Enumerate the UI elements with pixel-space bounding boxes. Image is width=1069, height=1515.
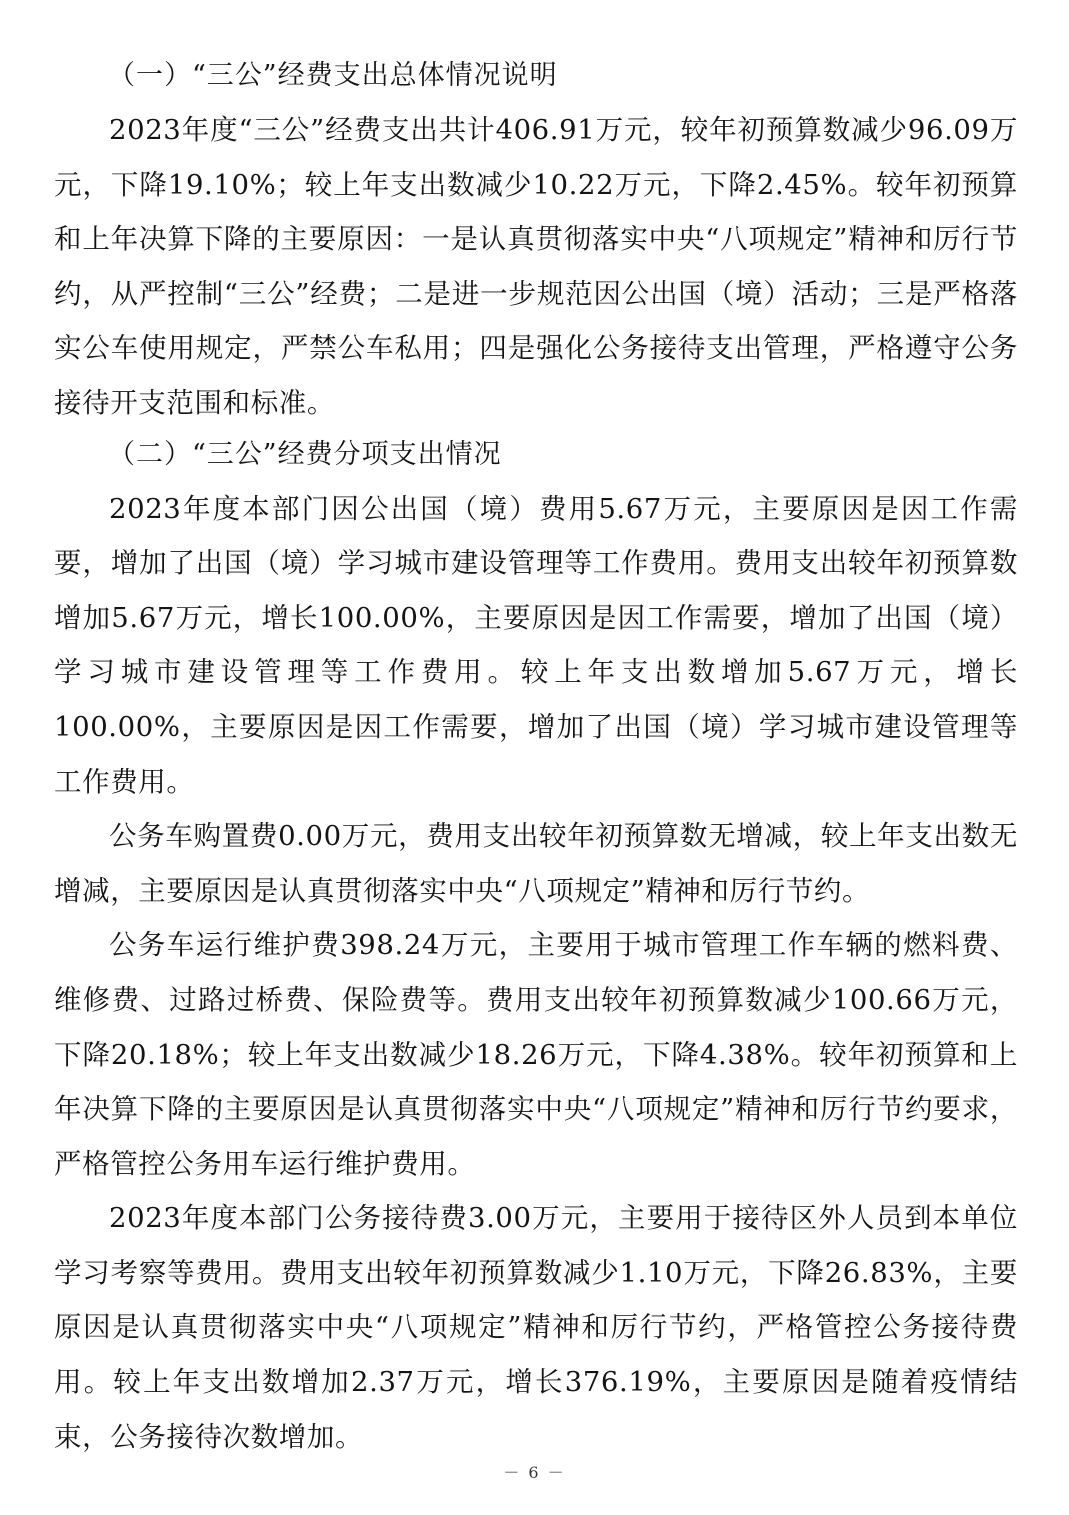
section-1-paragraph: 2023年度“三公”经费支出共计406.91万元，较年初预算数减少96.09万元，下降19.10%；较上年支出数减少10.22万元，下降2.45%。较年初预算和上年决算下降的主要原因：一是认真贯彻落实中央“八项规定”精神和厉行节约，从严控制“三公”经费；二是进一步规范因公出国（境）活动；三是严格落实公车使用规定，严禁公车私用；四是强化公务接待支出管理，严格遵守公务接待开支范围和标准。 <box>54 114 1018 419</box>
document-page <box>54 54 1018 1464</box>
section-2-heading: （二）“三公”经费分项支出情况 <box>108 438 502 470</box>
official-reception-paragraph: 2023年度本部门公务接待费3.00万元，主要用于接待区外人员到本单位学习考察等费用。费用支出较年初预算数减少1.10万元，下降26.83%，主要原因是认真贯彻落实中央“八项规定”精神和厉行节约，严格管控公务接待费用。较上年支出数增加2.37万元，增长376.19%，主要原因是随着疫情结束，公务接待次数增加。 <box>54 1202 1018 1453</box>
overseas-travel-paragraph: 2023年度本部门因公出国（境）费用5.67万元，主要原因是因工作需要，增加了出国（境）学习城市建设管理等工作费用。费用支出较年初预算数增加5.67万元，增长100.00%，主要原因是因工作需要，增加了出国（境）学习城市建设管理等工作费用。较上年支出数增加5.67万元，增长100.00%，主要原因是因工作需要，增加了出国（境）学习城市建设管理等工作费用。 <box>54 492 1018 798</box>
vehicle-operation-paragraph: 公务车运行维护费398.24万元，主要用于城市管理工作车辆的燃料费、维修费、过路过桥费、保险费等。费用支出较年初预算数减少100.66万元，下降20.18%；较上年支出数减少18.26万元，下降4.38%。较年初预算和上年决算下降的主要原因是认真贯彻落实中央“八项规定”精神和厉行节约要求，严格管控公务用车运行维护费用。 <box>54 929 1018 1180</box>
vehicle-purchase-paragraph: 公务车购置费0.00万元，费用支出较年初预算数无增减，较上年支出数无增减，主要原因是认真贯彻落实中央“八项规定”精神和厉行节约。 <box>54 820 1018 907</box>
page-number: － 6 － <box>503 1463 566 1482</box>
section-1-heading: （一）“三公”经费支出总体情况说明 <box>108 60 558 91</box>
